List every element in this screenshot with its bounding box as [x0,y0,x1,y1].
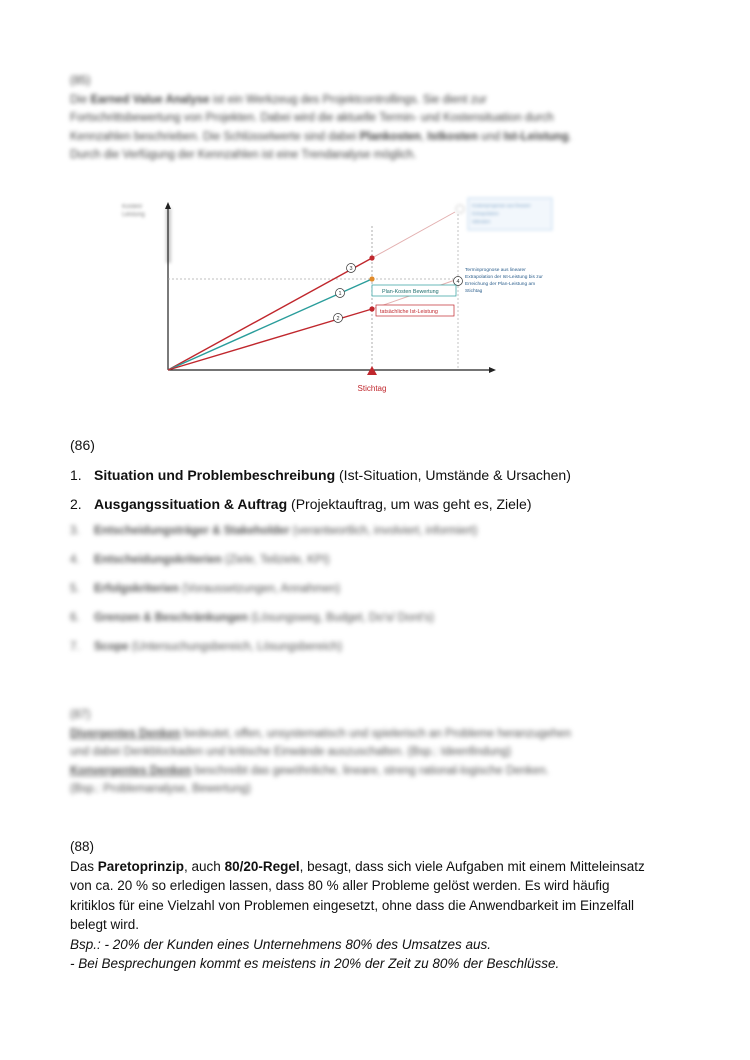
list-item-number: 6. [70,612,80,624]
list-item [70,525,690,554]
list-item-title: Entscheidungskriterien [94,554,222,566]
paragraph-line: belegt wird. [70,917,140,932]
list-item-title: Entscheidungsträger & Stakeholder [94,525,290,537]
list-item-text [94,583,340,595]
list-item-text [94,612,434,624]
example-line: - Bei Besprechungen kommt es meistens in 20% der Zeit zu 80% der Beschlüsse. [70,956,560,971]
list-item-detail: (Voraussetzungen, Annahmen) [179,583,341,595]
list-item-number: 5. [70,583,80,595]
section-number: (87) [70,709,91,721]
list-item-text [94,641,342,653]
paragraph-line: (Bsp.: Problemanalyse, Bewertung) [70,783,251,795]
paragraph-line: kritiklos für eine Vielzahl von Problemen eingesetzt, ohne dass die Anwendbarkeit im Einzelfall [70,897,635,913]
marker-4-label: 4 [456,279,460,286]
y-axis-label: Leistung [122,212,145,218]
list-item-text [94,467,571,483]
list-item-title: Erfolgskriterien [94,583,179,595]
list-item-text [94,525,477,537]
paragraph-line: von ca. 20 % so erledigen lassen, dass 80 % aller Probleme gelöst werden. Es wird häufig [70,878,610,893]
list-item-detail: (verantwortlich, involviert, informiert) [289,525,478,537]
top-note-marker [456,205,464,213]
paragraph-line: Konvergentes Denken beschreibt das gewöhnliche, lineare, streng rational-logische Denken. [70,764,549,777]
list-item [70,467,690,496]
top-note [456,198,552,230]
list-item [70,554,690,583]
list-item-detail: (Lösungsweg, Budget, Do's/ Dont's) [248,612,434,624]
marker-2-label: 2 [336,316,340,323]
note-text: Istkosten [472,219,491,224]
note-text: Terminprognose aus linearer [465,268,526,273]
list-item-detail: (Projektauftrag, um was geht es, Ziele) [287,496,532,512]
section-number: (86) [70,437,95,453]
list-item [70,612,690,641]
list-item-detail: (Ziele, Teilziele, KPI) [221,554,330,566]
list-item-number: 3. [70,525,80,537]
istkosten-line [168,258,372,370]
list-item-title: Grenzen & Beschränkungen [94,612,249,624]
note-text: Extrapolation [472,211,499,216]
paragraph-line: Kennzahlen beschrieben. Die Schlüsselwerte sind dabei Plankosten, Istkosten und Ist-Leistung. [70,130,572,143]
earned-value-figure [110,192,560,402]
y-axis-arrow [165,202,171,209]
marker-3-label: 3 [349,266,353,273]
note-text: Extrapolation der Ist-Leistung bis zur [465,275,543,280]
list-item-title: Scope [94,641,129,653]
list-item-title: Ausgangssituation & Auftrag [94,496,288,512]
section-number: (88) [70,839,95,854]
list-item-number: 4. [70,554,80,566]
list-item-number: 2. [70,496,82,512]
marker-4-note [465,267,543,294]
paragraph-line: Fortschrittsbewertung von Projekten. Dabei wird die aktuelle Termin- und Kostensituation durch [70,112,554,124]
y-axis-label: Kosten/ [122,204,143,210]
plankosten-point [369,276,374,281]
paragraph-line: Durch die Verfügung der Kennzahlen ist eine Trendanalyse möglich. [70,149,417,161]
list-item-text [94,554,330,566]
list-item [70,583,690,612]
list-item-number: 7. [70,641,80,653]
section-number: (85) [70,75,91,87]
list-item-text [94,496,531,512]
stichtag-label: Stichtag [357,384,387,393]
list-item [70,496,690,525]
note-text: Kostenprognose aus linearer [472,203,531,208]
section-88 [70,837,690,974]
list-item-title: Situation und Problembeschreibung [94,467,336,483]
paragraph-line: Die Earned Value Analyse ist ein Werkzeug des Projektcontrollings. Sie dient zur [70,93,487,106]
istkosten-point [369,255,374,260]
note-text: Stichtag [465,289,483,294]
numbered-list [70,467,690,670]
cost-extrapolation-line [372,212,455,258]
section-86 [70,437,690,670]
list-item-number: 1. [70,467,82,483]
paragraph-line: Divergentes Denken bedeutet, offen, unsystematisch und spielerisch an Probleme heranzugehen [70,727,571,740]
list-item [70,641,690,670]
marker-1-label: 1 [338,291,342,298]
example-line: Bsp.: - 20% der Kunden eines Unternehmens 80% des Umsatzes aus. [70,936,491,952]
ist-leistung-point [369,306,374,311]
paragraph-line: und dabei Denkblockaden und kritische Einwände auszuschalten. (Bsp.: Ideenfindung) [70,746,512,758]
list-item-detail: (Ist-Situation, Umstände & Ursachen) [335,467,571,483]
x-axis-arrow [489,367,496,373]
ist-leistung-label: tatsächliche Ist-Leistung [380,309,438,315]
list-item-detail: (Untersuchungsbereich, Lösungsbereich) [128,641,343,653]
section-85 [70,72,690,165]
section-87 [70,706,695,799]
plankosten-label: Plan-Kosten Bewertung [382,289,439,295]
note-text: Erreichung der Plan-Leistung am [465,282,536,287]
earned-value-diagram [110,192,560,402]
paragraph-line: Das Paretoprinzip, auch 80/20-Regel, besagt, dass sich viele Aufgaben mit einem Mitteleinsatz [70,858,645,874]
